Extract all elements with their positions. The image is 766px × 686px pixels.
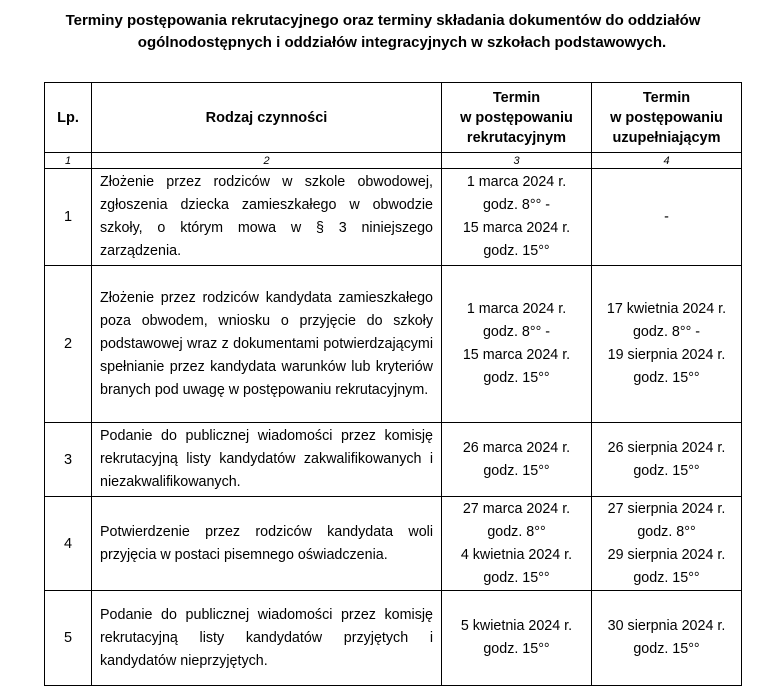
table-row [45,169,742,266]
term-line: 26 sierpnia 2024 r. [607,439,726,456]
row-lp: 3 [45,423,92,497]
term-line: 15 marca 2024 r. [462,220,571,236]
term-line: 5 kwietnia 2024 r. [460,618,573,634]
table-row [45,497,742,591]
row-recruitment-term [442,169,592,266]
row-recruitment-term [442,591,592,686]
table-row [45,266,742,423]
title-line-2: ogólnodostępnych i oddziałów integracyjnych w szkołach podstawowych. [137,34,667,51]
term-line: 30 sierpnia 2024 r. [607,618,726,634]
header-recruitment [442,83,592,153]
row-lp: 5 [45,591,92,686]
row-lp: 2 [45,266,92,423]
row-recruitment-term [442,497,592,591]
term-line: godz. 8°° - [482,197,551,213]
header-supplementary-line: w postępowaniu [610,109,723,126]
term-line: 27 marca 2024 r. [462,500,571,517]
term-line: 4 kwietnia 2024 r. [460,546,573,563]
term-line: godz. 15°° [483,569,550,586]
column-number: 1 [45,153,92,169]
header-recruitment-line: w postępowaniu [460,109,573,126]
header-supplementary [592,83,742,153]
row-supplementary-term [592,266,742,423]
schedule-table [44,82,742,686]
column-number-row [45,153,742,169]
row-activity: Podanie do publicznej wiadomości przez komisję rekrutacyjną listy kandydatów zakwalifikowanych i niezakwalifikowanych. [92,423,442,497]
row-supplementary-term [592,169,742,266]
term-line: godz. 8°° - [632,324,701,340]
row-supplementary-term [592,591,742,686]
term-line: 15 marca 2024 r. [462,347,571,363]
row-lp: 1 [45,169,92,266]
term-line: 27 sierpnia 2024 r. [607,500,726,517]
term-line: godz. 15°° [483,641,550,657]
term-line: 19 sierpnia 2024 r. [607,347,726,363]
row-activity: Podanie do publicznej wiadomości przez komisję rekrutacyjną listy kandydatów przyjętych i kandydatów nieprzyjętych. [92,591,442,686]
column-number: 3 [442,153,592,169]
term-line: - [664,208,669,225]
term-line: godz. 15°° [633,641,700,657]
column-number: 2 [92,153,442,169]
term-line: godz. 8°° - [482,324,551,340]
term-line: godz. 8°° [487,523,546,540]
row-recruitment-term [442,266,592,423]
term-line: 29 sierpnia 2024 r. [607,546,726,563]
row-lp: 4 [45,497,92,591]
row-activity: Złożenie przez rodziców w szkole obwodowej, zgłoszenia dziecka zamieszkałego w obwodzie szkoły, o którym mowa w § 3 niniejszego zarządzenia. [92,169,442,266]
term-line: godz. 8°° [637,523,696,540]
term-line: 1 marca 2024 r. [466,174,567,190]
header-row [45,83,742,153]
header-supplementary-line: Termin [642,89,691,106]
row-activity: Potwierdzenie przez rodziców kandydata woli przyjęcia w postaci pisemnego oświadczenia. [92,497,442,591]
header-supplementary-line: uzupełniającym [612,129,721,146]
term-line: godz. 15°° [633,569,700,586]
term-line: godz. 15°° [483,370,550,386]
header-recruitment-line: Termin [492,89,541,106]
term-line: godz. 15°° [633,462,700,479]
term-line: godz. 15°° [483,462,550,479]
row-recruitment-term [442,423,592,497]
column-number: 4 [592,153,742,169]
row-supplementary-term [592,423,742,497]
document-title [0,10,766,54]
header-activity: Rodzaj czynności [92,83,442,153]
table-row [45,423,742,497]
term-line: 26 marca 2024 r. [462,439,571,456]
term-line: 17 kwietnia 2024 r. [606,301,727,317]
term-line: 1 marca 2024 r. [466,301,567,317]
term-line: godz. 15°° [633,370,700,386]
header-recruitment-line: rekrutacyjnym [466,129,567,146]
row-activity: Złożenie przez rodziców kandydata zamieszkałego poza obwodem, wniosku o przyjęcie do szkoły podstawowej wraz z dokumentami potwierdzającymi spełnianie przez kandydata warunków lub kryteriów branych pod uwagę w postępowaniu rekrutacyjnym. [92,266,442,423]
table-row [45,591,742,686]
term-line: godz. 15°° [483,243,550,259]
title-line-1: Terminy postępowania rekrutacyjnego oraz terminy składania dokumentów do oddziałów [65,12,701,29]
row-supplementary-term [592,497,742,591]
header-lp: Lp. [45,83,92,153]
